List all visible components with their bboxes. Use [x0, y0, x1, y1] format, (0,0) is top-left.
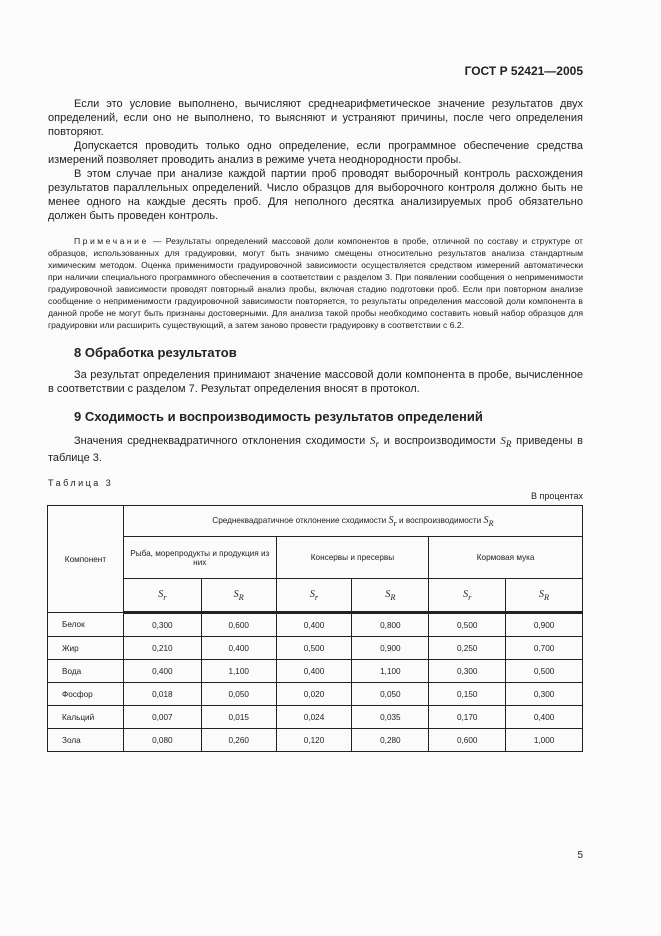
document-id: ГОСТ Р 52421—2005 — [464, 64, 583, 78]
value-cell: 0,300 — [123, 613, 201, 637]
group-canned: Консервы и пресервы — [276, 537, 429, 579]
section-9-heading: 9 Сходимость и воспроизводимость результатов определений — [74, 409, 483, 424]
value-cell: 0,600 — [201, 613, 276, 637]
value-cell: 0,700 — [506, 637, 583, 660]
sub-header-SR: $S_R$ — [352, 579, 429, 613]
paragraph: Если это условие выполнено, вычисляют среднеарифметическое значение результатов двух определений, если оно не выполнено, то выясняют и устраняют причины, после чего определения повторяют. — [48, 98, 583, 138]
value-cell: 0,150 — [429, 683, 506, 706]
table-caption: Таблица 3 — [48, 478, 114, 488]
value-cell: 0,400 — [276, 613, 352, 637]
value-cell: 0,500 — [276, 637, 352, 660]
component-name: Вода — [48, 660, 124, 683]
sub-header-Sr: $S_r$ — [429, 579, 506, 613]
sub-header-SR: $S_R$ — [506, 579, 583, 613]
component-name: Зола — [48, 729, 124, 752]
group-fish: Рыба, морепродукты и продукция из них — [123, 537, 276, 579]
value-cell: 0,500 — [429, 613, 506, 637]
value-cell: 0,050 — [201, 683, 276, 706]
value-cell: 0,250 — [429, 637, 506, 660]
value-cell: 1,000 — [506, 729, 583, 752]
col-header-component: Компонент — [48, 506, 124, 613]
table-row — [48, 729, 583, 752]
component-name: Белок — [48, 613, 124, 637]
value-cell: 0,900 — [506, 613, 583, 637]
value-cell: 0,400 — [276, 660, 352, 683]
section-8-heading: 8 Обработка результатов — [74, 345, 237, 360]
value-cell: 0,050 — [352, 683, 429, 706]
page-number: 5 — [577, 850, 583, 861]
paragraph: Допускается проводить только одно определение, если программное обеспечение средства измерений позволяет проводить анализ в режиме учета неоднородности пробы. — [48, 140, 583, 166]
value-cell: 0,007 — [123, 706, 201, 729]
note — [48, 235, 583, 331]
sub-header-Sr: $S_r$ — [276, 579, 352, 613]
table-row — [48, 660, 583, 683]
value-cell: 0,300 — [506, 683, 583, 706]
value-cell: 0,400 — [123, 660, 201, 683]
sR-symbol: $S_R$ — [500, 435, 512, 450]
value-cell: 0,900 — [352, 637, 429, 660]
note-label: Примечание — [74, 236, 149, 246]
table-units: В процентах — [531, 491, 583, 501]
group-header: Среднеквадратичное отклонение сходимости $S_r$ и воспроизводимости $S_R$ — [123, 506, 582, 537]
text: приведены в таблице 3. — [48, 435, 583, 465]
table-row — [48, 706, 583, 729]
value-cell: 0,280 — [352, 729, 429, 752]
paragraph: В этом случае при анализе каждой партии проб проводят выборочный контроль расхождения результатов параллельных определений. Число образцов для выборочного контроля должно быть не менее одного на каждые десять проб. Для неполного десятка анализируемых проб обязательно должен быть проведен контроль. — [48, 168, 583, 222]
sr-symbol: $S_r$ — [369, 435, 380, 450]
table-row — [48, 683, 583, 706]
value-cell: 0,600 — [429, 729, 506, 752]
value-cell: 0,300 — [429, 660, 506, 683]
sub-header-Sr: $S_r$ — [123, 579, 201, 613]
value-cell: 0,080 — [123, 729, 201, 752]
value-cell: 1,100 — [201, 660, 276, 683]
value-cell: 0,500 — [506, 660, 583, 683]
value-cell: 1,100 — [352, 660, 429, 683]
value-cell: 0,800 — [352, 613, 429, 637]
value-cell: 0,210 — [123, 637, 201, 660]
value-cell: 0,035 — [352, 706, 429, 729]
value-cell: 0,015 — [201, 706, 276, 729]
sub-header-SR: $S_R$ — [201, 579, 276, 613]
component-name: Жир — [48, 637, 124, 660]
value-cell: 0,400 — [201, 637, 276, 660]
value-cell: 0,020 — [276, 683, 352, 706]
value-cell: 0,018 — [123, 683, 201, 706]
component-name: Кальций — [48, 706, 124, 729]
group-feed-meal: Кормовая мука — [429, 537, 583, 579]
value-cell: 0,400 — [506, 706, 583, 729]
value-cell: 0,170 — [429, 706, 506, 729]
section-8-text: За результат определения принимают значение массовой доли компонента в пробе, вычисленное в соответствии с разделом 7. Результат определения вносят в протокол. — [48, 369, 583, 395]
note-text: — Результаты определений массовой доли компонентов в пробе, отличной по составу и структуре от образцов, использованных для градуировки, могут быть значимо смещены относительно результатов анализа стандартным химическим методом. Оценка применимости градуировочной зависимости осуществляется средством измерений автоматически при наличии специального программного обеспечения в соответствии с разделом 3. При появлении сообщения о неприменимости градуировочной зависимости проводят повторный анализ пробы, включая стадию подготовки проб. Если при повторном анализе сообщение о неприменимости градуировочной зависимости повторяется, то результаты определения массовой доли компонента в данной пробе не могут быть признаны достоверными. Для анализа такой пробы необходимо составить новый набор образцов для градуировки или расширить существующий, а затем заново провести градуировку в соответствии с 6.2. — [48, 236, 583, 330]
table-row — [48, 637, 583, 660]
value-cell: 0,260 — [201, 729, 276, 752]
component-name: Фосфор — [48, 683, 124, 706]
value-cell: 0,024 — [276, 706, 352, 729]
text: и воспроизводимости — [379, 435, 501, 447]
table-row — [48, 613, 583, 637]
table-3 — [47, 505, 583, 752]
value-cell: 0,120 — [276, 729, 352, 752]
text: Значения среднеквадратичного отклонения сходимости — [74, 435, 370, 447]
text: Среднеквадратичное отклонение сходимости — [212, 515, 389, 525]
section-9-text — [48, 434, 583, 465]
text: и воспроизводимости — [396, 515, 484, 525]
